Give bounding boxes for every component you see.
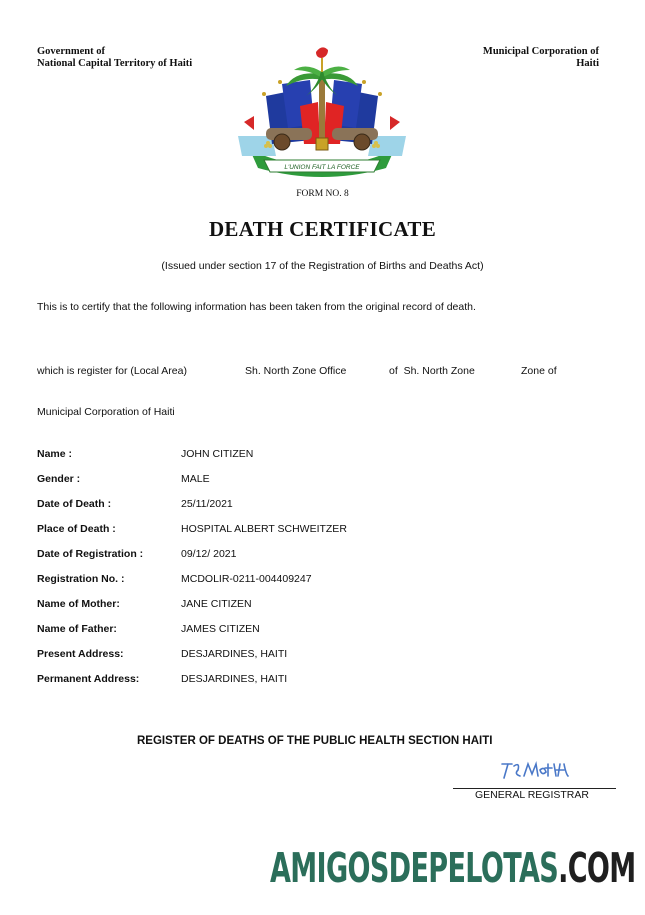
field-value-gender: MALE bbox=[181, 473, 210, 485]
municipal-line-2: Haiti bbox=[576, 58, 599, 69]
field-label-place-of-death: Place of Death : bbox=[37, 523, 116, 535]
government-header bbox=[37, 46, 192, 70]
certify-statement: This is to certify that the following information has been taken from the original record of death. bbox=[37, 301, 476, 313]
field-label-father: Name of Father: bbox=[37, 623, 117, 635]
haiti-coat-of-arms-icon bbox=[236, 44, 408, 180]
field-value-permanent-address: DESJARDINES, HAITI bbox=[181, 673, 288, 685]
general-registrar-label: GENERAL REGISTRAR bbox=[475, 789, 589, 801]
field-label-gender: Gender : bbox=[37, 473, 81, 485]
local-area-zone-of: Zone of bbox=[521, 365, 557, 377]
municipal-line-1: Municipal Corporation of bbox=[482, 46, 599, 57]
field-value-mother: JANE CITIZEN bbox=[181, 598, 252, 610]
field-value-date-of-death: 25/11/2021 bbox=[181, 498, 233, 510]
field-label-present-address: Present Address: bbox=[37, 648, 124, 660]
field-value-registration-no: MCDOLIR-0211-004409247 bbox=[181, 573, 312, 585]
watermark-logo bbox=[270, 843, 636, 893]
municipal-header bbox=[483, 46, 599, 70]
field-value-name: JOHN CITIZEN bbox=[181, 448, 254, 460]
field-label-registration-no: Registration No. : bbox=[37, 573, 125, 585]
local-area-label: which is register for (Local Area) bbox=[37, 365, 187, 377]
field-label-name: Name : bbox=[37, 448, 73, 460]
form-number: FORM NO. 8 bbox=[296, 189, 349, 199]
field-value-date-of-registration: 09/12/ 2021 bbox=[181, 548, 237, 560]
signature-icon bbox=[498, 760, 570, 782]
watermark-name: AMIGOSDEPELOTAS bbox=[270, 844, 559, 892]
field-value-father: JAMES CITIZEN bbox=[181, 623, 260, 635]
government-line-1: Government of bbox=[37, 46, 105, 57]
field-label-date-of-death: Date of Death : bbox=[37, 498, 112, 510]
register-title: REGISTER OF DEATHS OF THE PUBLIC HEALTH SECTION HAITI bbox=[137, 735, 493, 747]
document-title: DEATH CERTIFICATE bbox=[208, 217, 437, 241]
document-subtitle: (Issued under section 17 of the Registration of Births and Deaths Act) bbox=[161, 260, 484, 272]
field-value-present-address: DESJARDINES, HAITI bbox=[181, 648, 288, 660]
field-label-mother: Name of Mother: bbox=[37, 598, 120, 610]
svg-text:L'UNION FAIT LA FORCE: L'UNION FAIT LA FORCE bbox=[284, 164, 360, 171]
government-line-2: National Capital Territory of Haiti bbox=[37, 58, 193, 69]
field-label-date-of-registration: Date of Registration : bbox=[37, 548, 144, 560]
watermark-tld: .COM bbox=[558, 844, 636, 892]
field-label-permanent-address: Permanent Address: bbox=[37, 673, 140, 685]
local-area-zone: of Sh. North Zone bbox=[389, 365, 475, 377]
local-area-office: Sh. North Zone Office bbox=[245, 365, 347, 377]
field-value-place-of-death: HOSPITAL ALBERT SCHWEITZER bbox=[181, 523, 347, 535]
municipal-corporation: Municipal Corporation of Haiti bbox=[37, 406, 175, 418]
